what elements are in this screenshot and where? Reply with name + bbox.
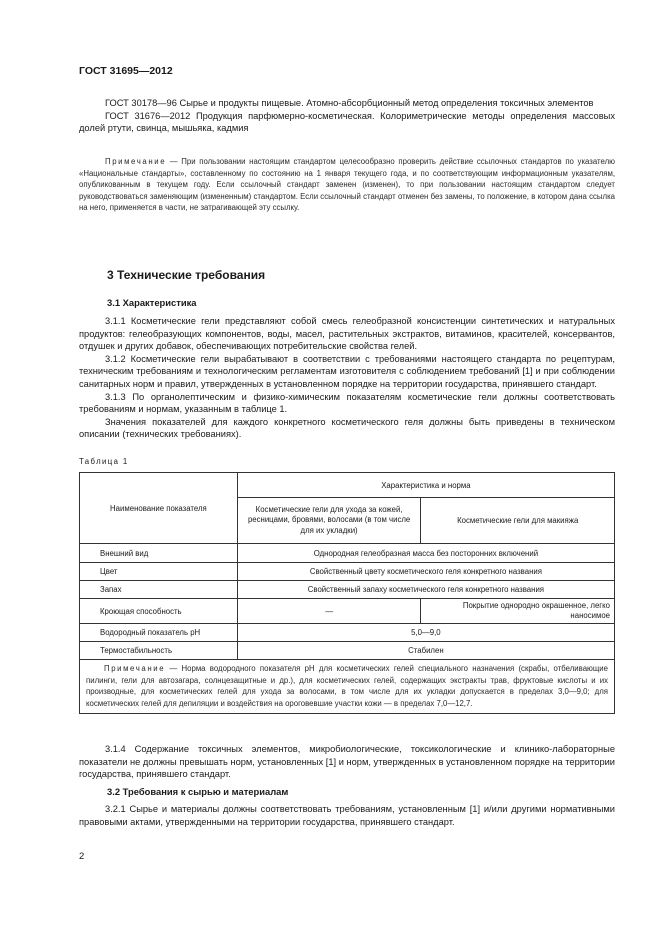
page-number: 2 bbox=[79, 851, 85, 862]
note-label: Примечание bbox=[105, 157, 167, 166]
paragraph-3-1-3-values: Значения показателей для каждого конкретного косметического геля должны быть приведены в техническом описании (технических требованиях). bbox=[79, 416, 615, 440]
table-1 bbox=[79, 472, 615, 714]
row-name: Кроющая способность bbox=[80, 599, 238, 624]
section-3-1-body bbox=[79, 315, 615, 441]
table-row bbox=[80, 599, 615, 624]
document-header: ГОСТ 31695—2012 bbox=[79, 65, 173, 77]
row-value-care: — bbox=[237, 599, 421, 624]
reference-gost-30178: ГОСТ 30178—96 Сырье и продукты пищевые. Атомно-абсорбционный метод определения токсичных элементов bbox=[105, 98, 594, 108]
references-block bbox=[79, 97, 615, 135]
row-value: Однородная гелеобразная масса без посторонних включений bbox=[237, 544, 614, 563]
table-note-label: Примечание bbox=[104, 664, 166, 673]
subsection-3-1-title: 3.1 Характеристика bbox=[107, 297, 197, 308]
section-title: 3 Технические требования bbox=[107, 268, 266, 282]
paragraph-3-1-3: 3.1.3 По органолептическим и физико-химическим показателям косметические гели должны соответствовать требованиям и нормам, указанным в таблице 1. bbox=[79, 391, 615, 415]
table-note-text: — Норма водородного показателя рН для косметических гелей специального назначения (скрабы, отбеливающие пилинги, гели для автозагара, солнцезащитные и др.), для косметических гелей, содержащих экстракты трав, фруктовые кислоты и их производные, для косметических гелей для ухода за волосами, в том числе для их укладки допускается в пределах 3,0—9,0; для косметических гелей для депиляции и воздействия на ороговевшие участки кожи — в пределах 7,0—12,7. bbox=[86, 664, 608, 708]
table-caption: Таблица 1 bbox=[79, 457, 129, 466]
note-references bbox=[79, 156, 615, 214]
header-char-cell: Характеристика и норма bbox=[237, 473, 614, 498]
table-row bbox=[80, 642, 615, 660]
row-value: Свойственный цвету косметического геля конкретного названия bbox=[237, 563, 614, 581]
header-name-cell: Наименование показателя bbox=[80, 473, 238, 544]
table-row bbox=[80, 581, 615, 599]
paragraph-3-1-4: 3.1.4 Содержание токсичных элементов, микробиологические, токсикологические и клинико-лабораторные показатели не должны превышать норм, установленных [1] и норм, утвержденных в установленном порядке на территории государства, принявшего стандарт. bbox=[79, 744, 615, 780]
subsection-3-2-title: 3.2 Требования к сырью и материалам bbox=[107, 786, 289, 797]
row-name: Термостабильность bbox=[80, 642, 238, 660]
header-col-care: Косметические гели для ухода за кожей, ресницами, бровями, волосами (в том числе для их укладки) bbox=[237, 498, 421, 544]
row-value: Свойственный запаху косметического геля конкретного названия bbox=[237, 581, 614, 599]
reference-gost-31676: ГОСТ 31676—2012 Продукция парфюмерно-косметическая. Колориметрические методы определения массовых долей ртути, свинца, мышьяка, кадмия bbox=[79, 110, 615, 134]
paragraph-3-1-1: 3.1.1 Косметические гели представляют собой смесь гелеобразной консистенции синтетических и натуральных продуктов: гелеобразующих компонентов, воды, масел, растительных экстрактов, витаминов, красителей, консервантов, отдушек и других добавок, обеспечивающих потребительские свойства гелей. bbox=[79, 316, 615, 352]
paragraph-3-1-2: 3.1.2 Косметические гели вырабатывают в соответствии с требованиями настоящего стандарта по рецептурам, техническим требованиям и технологическим регламентам изготовителя с соблюдением требований [1] и при соблюдении санитарных норм и правил, утвержденных в установленном порядке на территории государства, принявшего стандарт. bbox=[79, 353, 615, 389]
row-value: 5,0—9,0 bbox=[237, 624, 614, 642]
paragraph-3-2-1: 3.2.1 Сырье и материалы должны соответствовать требованиям, установленным [1] и/или другими нормативными правовыми актами, утвержденными на территории государства, принявшего стандарт. bbox=[79, 804, 615, 827]
row-value: Стабилен bbox=[237, 642, 614, 660]
table-row bbox=[80, 544, 615, 563]
paragraph-3-1-4-block bbox=[79, 743, 615, 781]
row-value-makeup: Покрытие однородно окрашенное, легко наносимое bbox=[421, 599, 615, 624]
row-name: Цвет bbox=[80, 563, 238, 581]
table-row bbox=[80, 624, 615, 642]
table-row bbox=[80, 563, 615, 581]
row-name: Внешний вид bbox=[80, 544, 238, 563]
note-text: — При пользовании настоящим стандартом целесообразно проверить действие ссылочных стандартов по указателю «Национальные стандарты», составленному по состоянию на 1 января текущего года, и по соответствующим информационным указателям, опубликованным в текущем году. Если ссылочный стандарт заменен (изменен), то при пользовании настоящим стандартом следует руководствоваться заменяющим (измененным) стандартом. Если ссылочный стандарт отменен без замены, то положение, в котором дана ссылка на него, применяется в части, не затрагивающей эту ссылку. bbox=[79, 157, 615, 212]
header-col-makeup: Косметические гели для макияжа bbox=[421, 498, 615, 544]
table-note-row bbox=[80, 660, 615, 714]
row-name: Запах bbox=[80, 581, 238, 599]
paragraph-3-2-1-block bbox=[79, 803, 615, 828]
row-name: Водородный показатель рН bbox=[80, 624, 238, 642]
